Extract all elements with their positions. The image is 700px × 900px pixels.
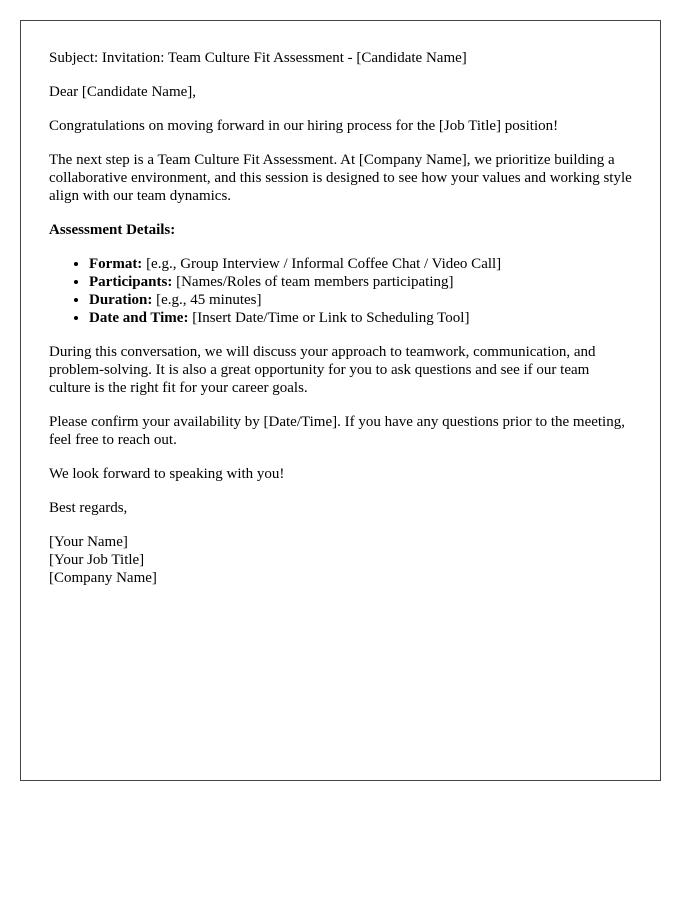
discussion-paragraph: During this conversation, we will discuss your approach to teamwork, communication, and problem-solving. It is also a great opportunity for you to ask questions and see if our team culture is the right fit for your career goals. (49, 344, 596, 396)
sign-off: Best regards, (49, 500, 128, 516)
details-heading (49, 221, 632, 239)
detail-label: Format: (89, 256, 143, 272)
signature-name: [Your Name] (49, 534, 128, 550)
detail-label: Participants: (89, 274, 173, 290)
confirm-paragraph: Please confirm your availability by [Date/Time]. If you have any questions prior to the meeting, feel free to reach out. (49, 414, 625, 448)
letter (20, 20, 661, 781)
detail-duration (89, 291, 632, 309)
detail-format (89, 255, 632, 273)
signature-block (49, 533, 632, 587)
detail-label: Date and Time: (89, 310, 189, 326)
detail-date-time (89, 309, 632, 327)
details-heading-text: Assessment Details: (49, 222, 176, 238)
greeting: Dear [Candidate Name], (49, 84, 197, 100)
detail-value: [Insert Date/Time or Link to Scheduling Tool] (188, 310, 470, 326)
closing-line: We look forward to speaking with you! (49, 466, 285, 482)
signature-title: [Your Job Title] (49, 552, 145, 568)
details-list (49, 255, 632, 327)
subject-line: Subject: Invitation: Team Culture Fit Assessment - [Candidate Name] (49, 50, 467, 66)
signature-company: [Company Name] (49, 570, 157, 586)
intro-paragraph: Congratulations on moving forward in our hiring process for the [Job Title] position! (49, 118, 559, 134)
detail-participants (89, 273, 632, 291)
detail-value: [e.g., Group Interview / Informal Coffee Chat / Video Call] (142, 256, 502, 272)
detail-value: [e.g., 45 minutes] (152, 292, 262, 308)
detail-value: [Names/Roles of team members participating] (172, 274, 454, 290)
next-step-paragraph: The next step is a Team Culture Fit Assessment. At [Company Name], we prioritize building a collaborative environment, and this session is designed to see how your values and working style align with our team dynamics. (49, 152, 632, 204)
detail-label: Duration: (89, 292, 153, 308)
